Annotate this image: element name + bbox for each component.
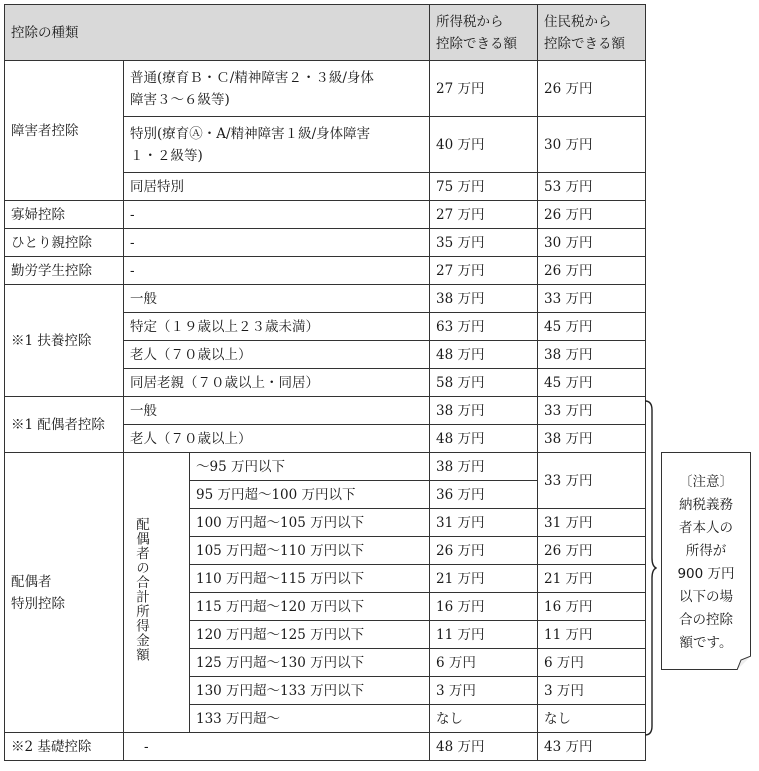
detail-cell: 一般 [124, 397, 430, 425]
income-amount: 40 万円 [430, 117, 538, 173]
detail-cell: 老人（７０歳以上） [124, 341, 430, 369]
note-line: 者本人の [679, 520, 733, 536]
note-line: 合の控除 [679, 612, 733, 628]
detail-cell: 同居特別 [124, 173, 430, 201]
table-row [5, 285, 646, 313]
income-range: 125 万円超～130 万円以下 [190, 649, 430, 677]
income-amount: 75 万円 [430, 173, 538, 201]
detail-cell: - [124, 257, 430, 285]
category-label: 障害者控除 [5, 61, 124, 201]
income-amount: 38 万円 [430, 285, 538, 313]
resident-amount: 45 万円 [538, 313, 646, 341]
income-amount: 36 万円 [430, 481, 538, 509]
detail-cell: - [124, 229, 430, 257]
income-range: 120 万円超～125 万円以下 [190, 621, 430, 649]
income-amount: 3 万円 [430, 677, 538, 705]
note-line: 額です。 [679, 635, 733, 651]
income-amount: 35 万円 [430, 229, 538, 257]
category-label [5, 453, 124, 733]
resident-amount: 11 万円 [538, 621, 646, 649]
header-resident-tax [538, 5, 646, 61]
income-amount: 38 万円 [430, 453, 538, 481]
income-amount: 63 万円 [430, 313, 538, 341]
detail-line: 普通(療育Ｂ・Ｃ/精神障害２・３級/身体 [130, 69, 374, 86]
income-range: ～95 万円以下 [190, 453, 430, 481]
income-amount: 48 万円 [430, 425, 538, 453]
category-label: ※1 配偶者控除 [5, 397, 124, 453]
income-amount: 27 万円 [430, 201, 538, 229]
deduction-table [4, 4, 646, 761]
resident-amount: 3 万円 [538, 677, 646, 705]
category-label: ひとり親控除 [5, 229, 124, 257]
header-type: 控除の種類 [5, 5, 430, 61]
detail-cell: - [124, 201, 430, 229]
detail-cell: 老人（７０歳以上） [124, 425, 430, 453]
table-row [5, 733, 646, 761]
income-range: 95 万円超～100 万円以下 [190, 481, 430, 509]
resident-amount: 21 万円 [538, 565, 646, 593]
resident-amount: 33 万円 [538, 285, 646, 313]
income-amount: 27 万円 [430, 61, 538, 117]
income-range: 133 万円超～ [190, 705, 430, 733]
table-row [5, 257, 646, 285]
resident-amount: 38 万円 [538, 425, 646, 453]
note-line: 900 万円 [677, 566, 735, 582]
income-amount: 26 万円 [430, 537, 538, 565]
table-row [5, 453, 646, 481]
resident-amount: 30 万円 [538, 117, 646, 173]
detail-cell: - [124, 733, 430, 761]
header-resident-line1: 住民税から [544, 13, 612, 30]
income-amount: 27 万円 [430, 257, 538, 285]
note-line: 納税義務 [679, 497, 733, 513]
resident-amount: 33 万円 [538, 397, 646, 425]
resident-amount: なし [538, 705, 646, 733]
category-label-line: 特別控除 [11, 595, 65, 612]
table-row [5, 229, 646, 257]
resident-amount: 6 万円 [538, 649, 646, 677]
category-label: ※2 基礎控除 [5, 733, 124, 761]
detail-cell: 同居老親（７０歳以上・同居） [124, 369, 430, 397]
note-line: 所得が [685, 543, 727, 559]
income-amount: 11 万円 [430, 621, 538, 649]
income-amount: 38 万円 [430, 397, 538, 425]
table-row [5, 61, 646, 117]
detail-cell: 特定（１９歳以上２３歳未満） [124, 313, 430, 341]
detail-cell [124, 117, 430, 173]
income-range: 110 万円超～115 万円以下 [190, 565, 430, 593]
header-income-line1: 所得税から [436, 13, 504, 30]
page-fold-corner [737, 656, 751, 670]
header-income-tax [430, 5, 538, 61]
resident-amount: 31 万円 [538, 509, 646, 537]
income-range: 100 万円超～105 万円以下 [190, 509, 430, 537]
income-amount: 48 万円 [430, 733, 538, 761]
category-label-line: 配偶者 [11, 573, 52, 590]
resident-amount: 30 万円 [538, 229, 646, 257]
detail-cell [124, 61, 430, 117]
income-amount: 58 万円 [430, 369, 538, 397]
resident-amount: 16 万円 [538, 593, 646, 621]
table-row [5, 201, 646, 229]
resident-amount: 26 万円 [538, 61, 646, 117]
detail-line: 障害３～６級等) [130, 91, 230, 108]
detail-line: １・２級等) [130, 147, 203, 164]
resident-amount: 26 万円 [538, 257, 646, 285]
sublabel-text: 配偶者の合計所得金額 [133, 516, 149, 662]
detail-cell: 一般 [124, 285, 430, 313]
income-range: 130 万円超～133 万円以下 [190, 677, 430, 705]
resident-amount: 26 万円 [538, 537, 646, 565]
note-box [661, 452, 751, 670]
income-amount: 16 万円 [430, 593, 538, 621]
resident-amount: 43 万円 [538, 733, 646, 761]
header-resident-line2: 控除できる額 [544, 35, 625, 52]
income-range: 105 万円超～110 万円以下 [190, 537, 430, 565]
resident-amount: 33 万円 [538, 453, 646, 509]
income-amount: 6 万円 [430, 649, 538, 677]
header-income-line2: 控除できる額 [436, 35, 517, 52]
resident-amount: 38 万円 [538, 341, 646, 369]
right-brace [643, 400, 657, 736]
income-amount: なし [430, 705, 538, 733]
header-row [5, 5, 646, 61]
income-amount: 48 万円 [430, 341, 538, 369]
note-line: 以下の場 [679, 589, 733, 605]
note-line: 〔注意〕 [679, 474, 733, 490]
category-label: 勤労学生控除 [5, 257, 124, 285]
category-label: ※1 扶養控除 [5, 285, 124, 397]
resident-amount: 53 万円 [538, 173, 646, 201]
table-row [5, 397, 646, 425]
resident-amount: 45 万円 [538, 369, 646, 397]
income-range: 115 万円超～120 万円以下 [190, 593, 430, 621]
income-amount: 31 万円 [430, 509, 538, 537]
spouse-income-sublabel [124, 453, 190, 733]
resident-amount: 26 万円 [538, 201, 646, 229]
income-amount: 21 万円 [430, 565, 538, 593]
category-label: 寡婦控除 [5, 201, 124, 229]
detail-line: 特別(療育Ⓐ・A/精神障害１級/身体障害 [130, 125, 371, 142]
